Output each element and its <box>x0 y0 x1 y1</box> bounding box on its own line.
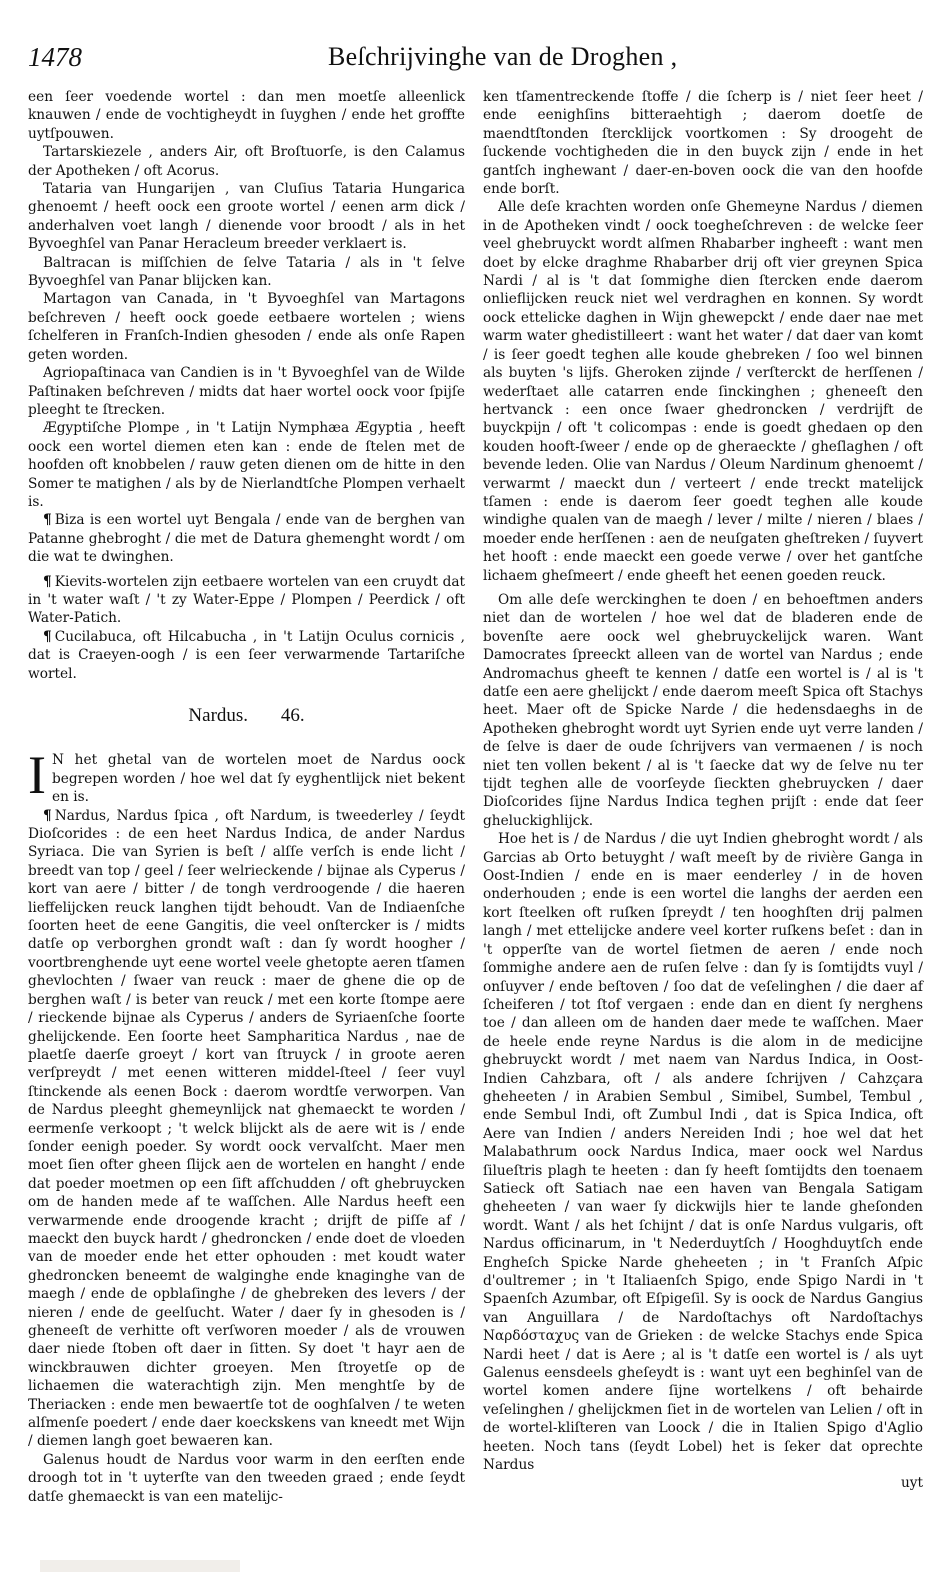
paragraph <box>483 88 923 198</box>
paragraph <box>28 88 465 143</box>
paragraph-text: Biza is een wortel uyt Bengala / ende van de berghen van Patanne ghebroght / die met de Datura ghemenght wordt / om die wat te dwinghen. <box>28 512 465 566</box>
paragraph <box>28 511 465 566</box>
left-column <box>28 88 465 1506</box>
section-number: 46. <box>280 705 305 726</box>
paragraph-mark: ¶ <box>43 512 52 529</box>
paragraph-mark: ¶ <box>43 573 52 590</box>
section-heading <box>28 707 465 725</box>
section-title: Nardus. <box>188 705 249 726</box>
paragraph <box>28 143 465 180</box>
paragraph <box>28 254 465 291</box>
paragraph-mark: ¶ <box>43 628 52 645</box>
page-stain <box>40 1560 240 1572</box>
paragraph-text: Alle deſe krachten worden onſe Ghemeyne Nardus / diemen in de Apotheken vindt / oock toegheſchreven : de welcke ſeer veel ghebruyckt wordt alſmen Rhabarber ingheeft : want men doet by elcke draghme Rhabarber drij oft vier greynen Spica Nardi / al is 't dat ſommighe dien ſtercken ende daerom onlieflijcken reuck niet wel verdraghen en konnen. Sy wordt oock ettelicke daghen in Wijn ghewepckt / ende daer nae met warm water ghedistilleert : want het water / dat daer van komt / is ſeer goedt teghen alle koude ghebreken / ſoo wel binnen als buyten 's lijfs. Gheroken zijnde / verſterckt de herſſenen / wederſtaet alle catarren ende ſinckinghen ; gheneeſt den hertvanck : een once ſwaer ghedroncken / verdrijft de buyckpijn / oft 't colicompas : ende is goedt ghedaen op den kouden hooft-ſweer / ende op de gheraeckte / gheſlaghen / oft bevende leden. Olie van Nardus / Oleum Nardinum ghenoemt / verwarmt / maeckt dun / verteert / ende treckt matelijck tſamen : ende is daerom ſeer goedt teghen alle koude windighe qualen van de maegh / lever / milte / nieren / blaes / moeder ende herſſenen : aen de neuſgaten gheſtreken / ſuyvert het hooft : ende maeckt een goede verwe / over het gantſche lichaem gheſmeert / ende gheeft het eenen goeden reuck. <box>483 199 923 584</box>
paragraph-text: Hoe het is / de Nardus / die uyt Indien ghebroght wordt / als Garcias ab Orto betuyght / waſt meeſt by de rivière Ganga in Oost-Indien / ende en is maer eenderley / in de hoven onderhouden ; ende is een wortel die langhs der aerden een kort ſteelken oft ruſken ſpreydt / ten hooghſten drij palmen langh / met ettelijcke andere veel korter ruſkens beſet : dan in 't opperſte van de wortel ſietmen de aeren / ende noch ſommighe andere aen de ruſen ſelve : dan ſy is ſomtijdts vuyl / onſuyver / ende beſtoven / ſoo dat de veſelinghen / die daer af ſcheiferen / tot ſtof vergaen : ende dan en dient ſy nerghens toe / dan alleen om de handen daer mede te waſſchen. Maer de heele ende reyne Nardus is die alom in de medicijne ghebruyckt wordt / met naem van Nardus Indica, in Oost-Indien Cahzbara, oft / als andere ſchrijven / Cahzçara gheheeten / in Arabien Sembul , Simibel, Sumbel, Tembul , ende Sembul Indi, oft Zumbul Indi , dat is Spica Indica, oft Aere van Indien / anders Nereiden Indi ; hoe wel dat het Malabathrum oock Nardus Indica, maer oock wel Nardus ſilueſtris plagh te heeten : dan ſy heeft ſomtijdts den toenaem Satieck oft Satiach nae een haven van Bengala Satigam gheheeten / van waer ſy dickwijls hier te lande gheſonden wordt. Want / als het ſchijnt / dat is onſe Nardus vulgaris, oft Nardus officinarum, in 't Nederduytſch / Hooghduytſch ende Engheſch Spicke Narde gheheeten ; in 't Franſch Aſpic d'oultremer ; in 't Italiaenſch Spigo, ende Spigo Nardi in 't Spaenſch Azumbar, oft Eſpigeſil. Sy is oock de Nardus Gangius van Anguillara / de Nardoſtachys oft Nardoſtachys Ναρδόσταχυς van de Grieken : de welcke Stachys ende Spica Nardi heet / dat is Aere ; al is 't datſe een wortel is / als uyt Galenus eensdeels gheſeydt is : want uyt een beghinſel van de wortel komen andere ſijne wortelkens / oft behairde veſelinghen / ghelijckmen ſiet in de wortelen van Lelien / oft in de wortel-kliſteren van Loock / die in Italien Spigo d'Aglio heeten. Noch tans (ſeydt Lobel) het is ſeker dat oprechte Nardus <box>483 831 923 1474</box>
paragraph-text: ken tſamentreckende ſtoffe / die ſcherp is / niet ſeer heet / ende eenighſins bitteraehtigh ; daerom doetſe de maendtſtonden ſtercklijck voortkomen : Sy droogeht de ſuckende vochtigheden die in den buyck zijn / ende in het gantſch inghewant / daer-en-boven oock die van den hoofde ende borſt. <box>483 89 923 198</box>
paragraph-text: Baltracan is miſſchien de ſelve Tataria / als in 't ſelve Byvoeghſel van Panar blijcken kan. <box>28 254 465 290</box>
opening-text: N het ghetal van de wortelen moet de Nardus oock begrepen worden / hoe wel dat ſy eyghentlijck niet bekent en is. <box>51 752 465 806</box>
running-title: Beſchrijvinghe van de Droghen , <box>328 42 678 71</box>
right-column <box>483 88 923 1493</box>
paragraph-text: een ſeer voedende wortel : dan men moetſe alleenlick knauwen / ende de vochtigheydt in ſuyghen / ende het groffte uytſpouwen. <box>28 89 465 142</box>
paragraph <box>28 628 465 683</box>
paragraph-text: Kievits-wortelen zijn eetbaere wortelen van een cruydt dat in 't water waſt / 't zy Water-Eppe / Plompen / Peerdick / oft Water-Patich. <box>28 573 465 627</box>
opening-paragraph <box>28 745 465 806</box>
left-column-entries <box>28 88 465 683</box>
paragraph-text: Om alle deſe werckinghen te doen / en behoeftmen anders niet dan de wortelen / hoe wel dat de bladeren ende de bovenſte aere oock wel ghebruyckelijck waren. Want Damocrates ſpreeckt alleen van de wortel van Nardus ; ende Andromachus gheeft te kennen / datſe een wortel is / al is 't datſe een aere ghelijckt / ende daerom meeſt Spica oft Stachys heet. Maer oft de Spicke Narde / die hedensdaeghs in de Apotheken ghebroght wordt uyt Syrien ende uyt verre landen / de ſelve is daer de oude ſchrijvers van vermaenen / is noch niet ten vollen bekent / al is 't ſaecke dat wy de ſelve nu ter tijdt teghen alle de voorſeyde ſieckten ghebruycken / daer Dioſcorides ſijne Nardus Indica teghen prijſt : ende dat ſeer gheluckighlijck. <box>483 591 923 829</box>
paragraph-text: Nardus, Nardus ſpica , oft Nardum, is tweederley / ſeydt Dioſcorides : de een heet Nardus Indica, de ander Nardus Syriaca. Die van Syrien is beſt / alſſe verſch is ende licht / breedt van top / geel / ſeer welrieckende / bijnae als Cyperus / kort van aere / bitter / de tongh verdroogende / die haeren lieffelijcken reuck langhen tijdt behoudt. Van de Indiaenſche ſoorten heet de eene Gangitis, die veel onſtercker is / midts datſe op verborghen grondt waſt : dan ſy wordt hoogher / voortbrenghende uyt eene wortel veele ghetopte aeren tſamen ghevlochten / ſwaer van reuck : maer de ghene die op de berghen waſt / is beter van reuck / met een korte ſtompe aere / rieckende bijnae als Cyperus / anders de Syriaenſche ſoorte ghelijckende. Een ſoorte heet Sampharitica Nardus , nae de plaetſe daerſe groeyt / kort van ſtruyck / in groote aeren verſpreydt / met eenen witteren middel-ſteel / ſeer vuyl ſtinckende als eenen Bock : daerom wordtſe verworpen. Van de Nardus pleeght ghemeynlijck nat ghemaeckt te worden / eermenſe verkoopt ; 't welck blijckt als de aere wit is / ende ſonder eenigh poeder. Sy wordt oock vervalſcht. Maer men moet ſien ofter gheen ſlijck aen de wortelen en hanght / ende dat poeder moetmen op een ſift afſchudden / oft ghebruycken om de handen mede af te waſſchen. Alle Nardus heeft een verwarmende ende droogende kracht ; drijft de piſſe af / maeckt den buyck hardt / ghedroncken / ende doet de vloeden van de moeder ende het etter ophouden : met koudt water ghedroncken beneemt de walginghe ende knaginghe van de maegh / ende de opblaſinghe / de ghebreken des levers / der nieren / ende de geelſucht. Water / daer ſy in ghesoden is / gheneeſt de verhitte oft verſworen moeder / als de vrouwen daer niede ſtoben oft daer in ſitten. Sy doet 't hayr aen de winckbrauwen dichter groeyen. Men ſtroyetſe op de lichaemen die waterachtigh zijn. Men menghtſe by de Theriacken : ende men bewaertſe tot de ooghſalven / te weten alſmenſe poedert / ende daer koeckskens van kneedt met Wijn / diemen langh goet bewaeren kan. <box>28 807 465 1450</box>
right-column-body <box>483 88 923 1493</box>
paragraph <box>483 198 923 585</box>
paragraph <box>28 807 465 1451</box>
left-column-body <box>28 807 465 1506</box>
paragraph-text: Ægyptiſche Plompe , in 't Latijn Nymphæa Ægyptia , heeft oock een wortel diemen eten kan : ende de ſtelen met de hoofden oft knobbelen / rauw geten dienen om de hitte in den Somer te matighen / als by de Nierlandtſche Plompen verhaelt is. <box>28 420 465 510</box>
paragraph <box>28 290 465 364</box>
paragraph <box>28 180 465 254</box>
paragraph-text: Agriopaſtinaca van Candien is in 't Byvoeghſel van de Wilde Paſtinaken beſchreven / midts dat haer wortel oock voor ſpijſe pleeght te ſtrecken. <box>28 365 465 418</box>
catchword: uyt <box>900 1475 923 1492</box>
paragraph <box>483 830 923 1474</box>
paragraph-text: Galenus houdt de Nardus voor warm in den eerſten ende droogh tot in 't uyterſte van den tweeden graed ; ende ſeydt datſe ghemaeckt is van een matelijc- <box>28 1451 465 1505</box>
paragraph-text: Tartarskiezele , anders Air, oft Broſtuorſe, is den Calamus der Apotheken / oft Acorus. <box>28 144 465 179</box>
paragraph-mark: ¶ <box>43 807 52 824</box>
drop-cap: I <box>28 745 46 806</box>
paragraph <box>28 419 465 511</box>
paragraph-text: Cucilabuca, oft Hilcabucha , in 't Latijn Oculus cornicis , dat is Craeyen-oogh / is een ſeer verwarmende Tartariſche wortel. <box>28 628 465 682</box>
paragraph-text: Martagon van Canada, in 't Byvoeghſel van Martagons beſchreven / heeft oock goede eetbaere wortelen ; wiens ſchelferen in Franſch-Indien ghesoden / ende als onſe Rapen geten worden. <box>28 291 465 363</box>
paragraph <box>28 1451 465 1506</box>
page-header <box>28 42 928 82</box>
page-number: 1478 <box>28 42 82 72</box>
paragraph-text: Tataria van Hungarijen , van Cluſius Tataria Hungarica ghenoemt / heeft oock een groote wortel / eenen arm dick / anderhalven voet langh / dienende voor broodt / als in het Byvoeghſel van Panar Heracleum breeder verklaert is. <box>28 181 465 253</box>
paragraph <box>483 591 923 830</box>
paragraph <box>28 364 465 419</box>
paragraph <box>28 573 465 628</box>
